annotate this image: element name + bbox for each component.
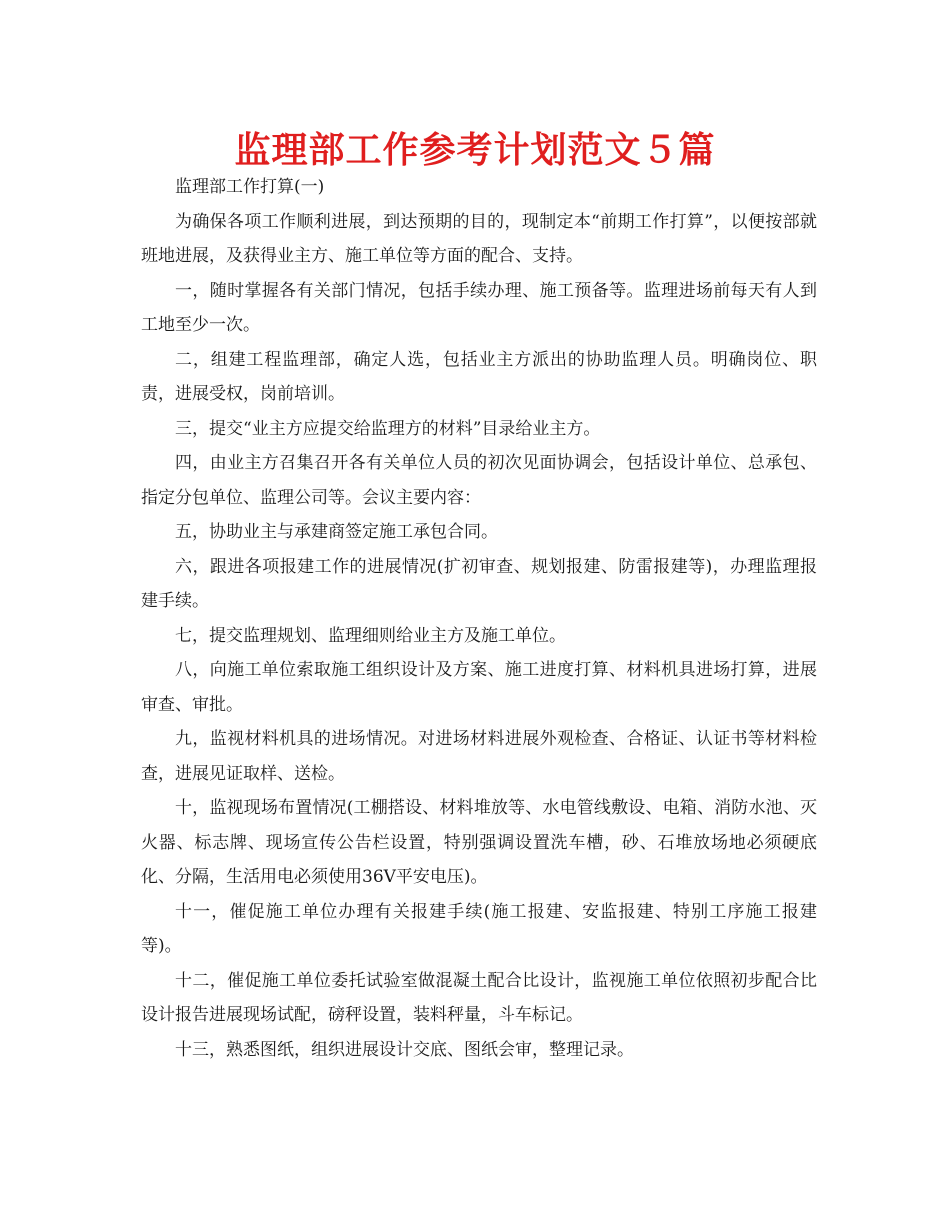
document-title: 监理部工作参考计划范文５篇 bbox=[234, 130, 716, 171]
paragraph-intro: 为确保各项工作顺利进展，到达预期的目的，现制定本“前期工作打算”，以便按部就班地进展，及获得业主方、施工单位等方面的配合、支持。 bbox=[141, 211, 817, 266]
paragraph-item-12: 十二，催促施工单位委托试验室做混凝土配合比设计，监视施工单位依照初步配合比设计报告进展现场试配，磅秤设置，装料秤量，斗车标记。 bbox=[141, 970, 817, 1025]
paragraph-item-1: 一，随时掌握各有关部门情况，包括手续办理、施工预备等。监理进场前每天有人到工地至少一次。 bbox=[141, 280, 817, 335]
paragraph-item-7: 七，提交监理规划、监理细则给业主方及施工单位。 bbox=[175, 625, 566, 646]
paragraph-item-6: 六，跟进各项报建工作的进展情况(扩初审查、规划报建、防雷报建等)，办理监理报建手续。 bbox=[141, 556, 817, 611]
paragraph-item-5: 五，协助业主与承建商签定施工承包合同。 bbox=[175, 522, 498, 542]
paragraph-item-4: 四，由业主方召集召开各有关单位人员的初次见面协调会，包括设计单位、总承包、指定分包单位、监理公司等。会议主要内容： bbox=[141, 453, 817, 508]
paragraph-item-2: 二，组建工程监理部，确定人选，包括业主方派出的协助监理人员。明确岗位、职责，进展受权，岗前培训。 bbox=[141, 349, 817, 404]
paragraph-item-8: 八，向施工单位索取施工组织设计及方案、施工进度打算、材料机具进场打算，进展审查、审批。 bbox=[141, 660, 817, 715]
paragraph-item-10: 十，监视现场布置情况(工棚搭设、材料堆放等、水电管线敷设、电箱、消防水池、灭火器、标志牌、现场宣传公告栏设置，特别强调设置洗车槽，砂、石堆放场地必须硬底化、分隔，生活用电必须使用36V平安电压)。 bbox=[141, 798, 817, 887]
paragraph-item-3: 三，提交“业主方应提交给监理方的材料”目录给业主方。 bbox=[175, 418, 601, 439]
document-body bbox=[141, 170, 817, 1067]
section-heading: 监理部工作打算(一) bbox=[175, 177, 325, 197]
paragraph-item-9: 九，监视材料机具的进场情况。对进场材料进展外观检查、合格证、认证书等材料检查，进展见证取样、送检。 bbox=[141, 729, 817, 784]
paragraph-item-13: 十三，熟悉图纸，组织进展设计交底、图纸会审，整理记录。 bbox=[175, 1039, 634, 1060]
paragraph-item-11: 十一，催促施工单位办理有关报建手续(施工报建、安监报建、特别工序施工报建等)。 bbox=[141, 901, 817, 956]
